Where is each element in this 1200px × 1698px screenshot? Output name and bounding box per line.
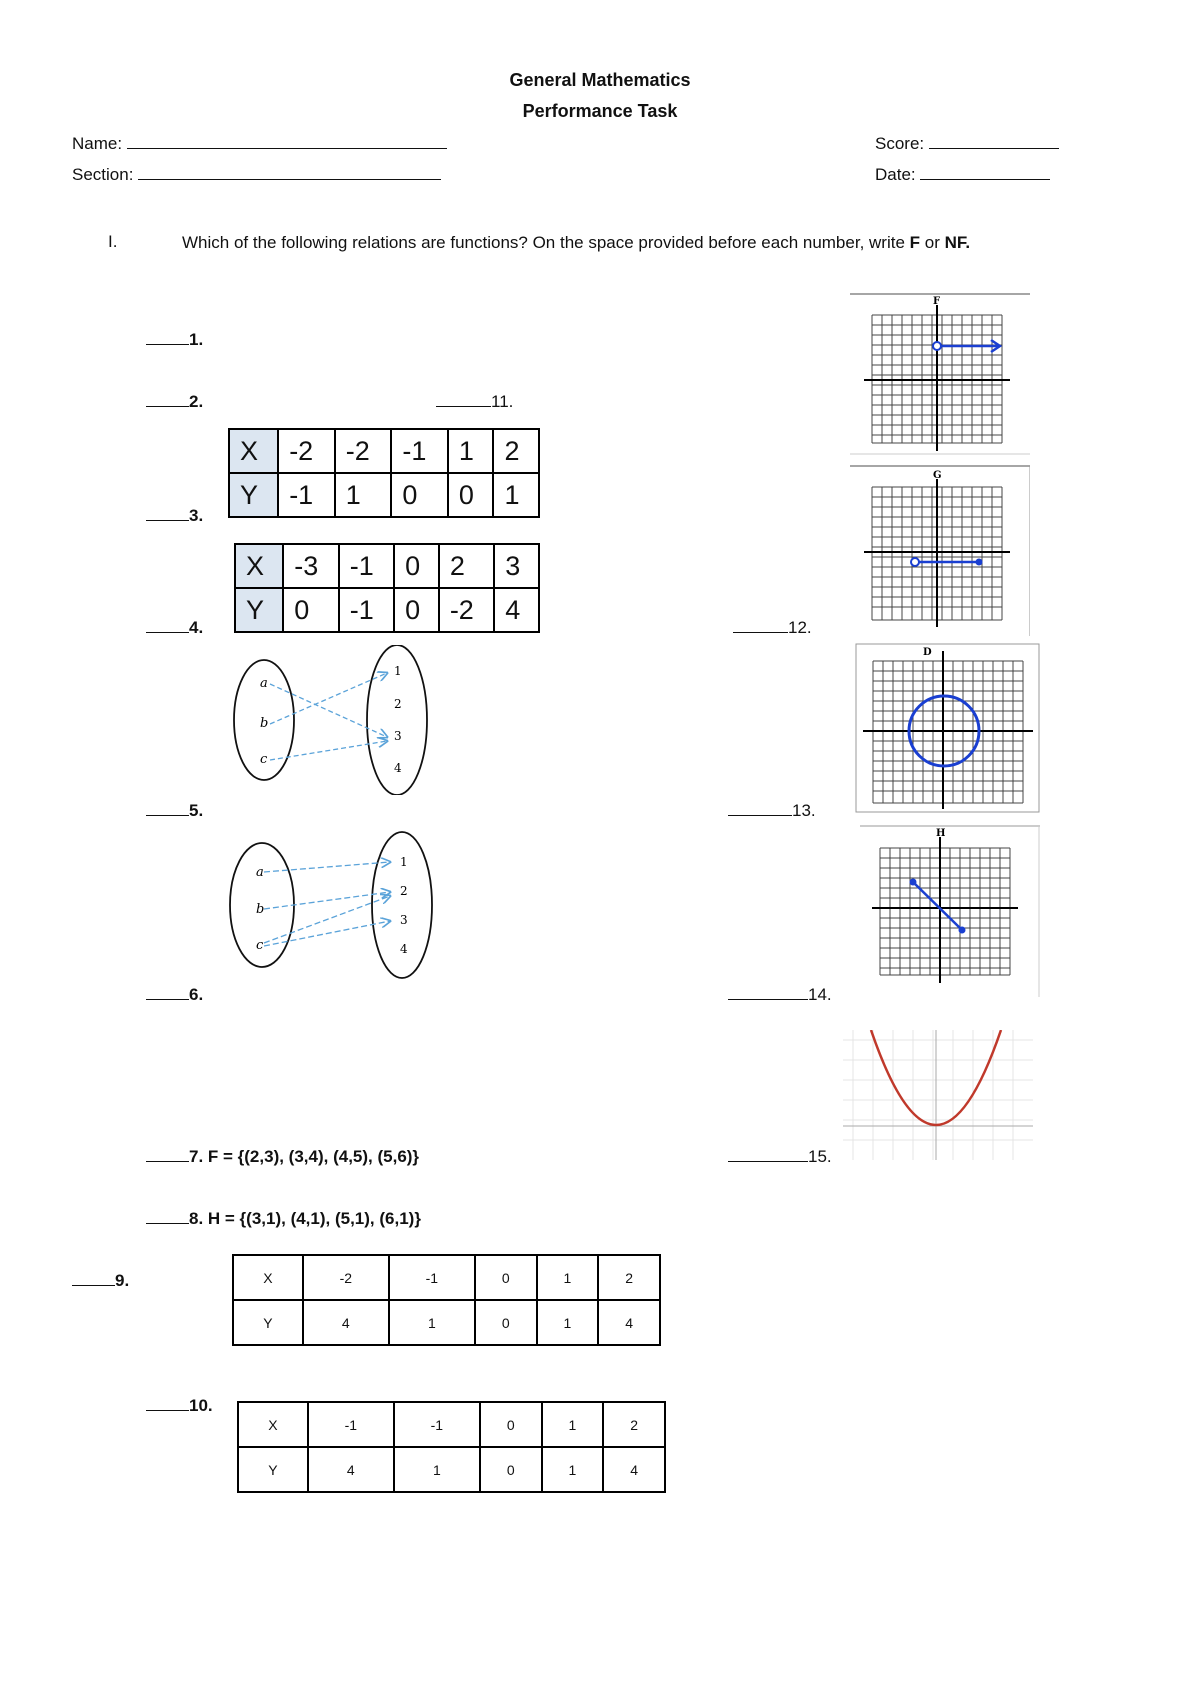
item-3: 3. bbox=[146, 503, 203, 526]
closed-endpoint bbox=[976, 559, 983, 566]
table-row: X -3 -1 0 2 3 bbox=[235, 544, 539, 588]
answer-blank-8[interactable] bbox=[146, 1206, 189, 1224]
section-row bbox=[72, 161, 441, 185]
table-item-2 bbox=[228, 428, 540, 518]
domain-a: a bbox=[260, 676, 268, 691]
domain-b: b bbox=[256, 902, 265, 917]
grid bbox=[880, 848, 1010, 975]
section-label: Section: bbox=[72, 165, 134, 184]
item-4: 4. bbox=[146, 615, 203, 638]
range-oval bbox=[372, 832, 432, 978]
open-endpoint bbox=[933, 342, 941, 350]
range-4: 4 bbox=[394, 761, 402, 775]
answer-blank-9[interactable] bbox=[72, 1268, 115, 1286]
answer-blank-5[interactable] bbox=[146, 798, 189, 816]
instruction-nf: NF bbox=[944, 233, 966, 252]
answer-blank-2[interactable] bbox=[146, 389, 189, 407]
graph-item-15 bbox=[843, 1030, 1033, 1162]
answer-blank-6[interactable] bbox=[146, 982, 189, 1000]
answer-blank-12[interactable] bbox=[733, 615, 788, 633]
instruction-or: or bbox=[920, 233, 945, 252]
item-13: 13. bbox=[728, 798, 816, 821]
range-1: 1 bbox=[400, 855, 408, 869]
section-field[interactable] bbox=[138, 161, 441, 180]
item-8: 8. H = {(3,1), (4,1), (5,1), (6,1)} bbox=[146, 1206, 421, 1229]
domain-c: c bbox=[260, 752, 268, 767]
instruction-f: F bbox=[909, 233, 921, 252]
graph-item-12 bbox=[850, 465, 1030, 637]
score-field[interactable] bbox=[929, 130, 1059, 149]
item-6: 6. bbox=[146, 982, 203, 1005]
closed-endpoint bbox=[959, 927, 966, 934]
domain-b: b bbox=[260, 716, 269, 731]
instruction-period: . bbox=[965, 233, 971, 252]
table-row: Y 4 1 0 1 4 bbox=[238, 1447, 665, 1492]
arrow-c-3 bbox=[264, 921, 390, 946]
item-9: 9. bbox=[72, 1268, 129, 1291]
graph-label: D bbox=[923, 647, 932, 658]
range-1: 1 bbox=[394, 664, 402, 678]
instruction-main: Which of the following relations are functions? On the space provided before each number, write bbox=[182, 233, 910, 252]
item-12: 12. bbox=[733, 615, 812, 638]
score-row bbox=[875, 130, 1059, 154]
graph-label: H bbox=[936, 828, 946, 839]
item-7: 7. F = {(2,3), (3,4), (4,5), (5,6)} bbox=[146, 1144, 419, 1167]
page-title: General Mathematics bbox=[509, 70, 691, 90]
domain-a: a bbox=[256, 865, 264, 880]
answer-blank-10[interactable] bbox=[146, 1393, 189, 1411]
score-label: Score: bbox=[875, 134, 925, 153]
open-endpoint bbox=[911, 558, 919, 566]
table-item-9 bbox=[232, 1254, 661, 1346]
table-row: Y 4 1 0 1 4 bbox=[233, 1300, 660, 1345]
grid bbox=[843, 1030, 1033, 1160]
answer-blank-14[interactable] bbox=[728, 982, 808, 1000]
range-3: 3 bbox=[400, 913, 408, 927]
range-4: 4 bbox=[400, 942, 408, 956]
mapping-diagram-5 bbox=[222, 830, 442, 980]
item-15: 15. bbox=[728, 1144, 832, 1167]
graph-item-11 bbox=[850, 293, 1030, 455]
item-2: 2. bbox=[146, 389, 203, 412]
domain-c: c bbox=[256, 938, 264, 953]
answer-blank-15[interactable] bbox=[728, 1144, 808, 1162]
table-row: Y 0 -1 0 -2 4 bbox=[235, 588, 539, 632]
arrow-b-2 bbox=[264, 892, 390, 909]
mapping-diagram-4 bbox=[222, 645, 442, 795]
range-2: 2 bbox=[394, 697, 402, 711]
answer-blank-3[interactable] bbox=[146, 503, 189, 521]
instruction-text bbox=[182, 228, 1130, 258]
table-item-3 bbox=[234, 543, 540, 633]
item-5: 5. bbox=[146, 798, 203, 821]
item-14: 14. bbox=[728, 982, 832, 1005]
item-1: 1. bbox=[146, 327, 203, 350]
graph-label: F bbox=[933, 296, 941, 307]
section-number: I. bbox=[108, 232, 118, 251]
page-subtitle: Performance Task bbox=[522, 101, 678, 121]
table-row: X -1 -1 0 1 2 bbox=[238, 1402, 665, 1447]
answer-blank-4[interactable] bbox=[146, 615, 189, 633]
date-label: Date: bbox=[875, 165, 916, 184]
table-row: X -2 -2 -1 1 2 bbox=[229, 429, 539, 473]
name-field[interactable] bbox=[127, 130, 447, 149]
arrow-c-2 bbox=[264, 896, 390, 943]
table-row: X -2 -1 0 1 2 bbox=[233, 1255, 660, 1300]
table-row: Y -1 1 0 0 1 bbox=[229, 473, 539, 517]
item-10: 10. bbox=[146, 1393, 213, 1416]
range-3: 3 bbox=[394, 729, 402, 743]
date-row bbox=[875, 161, 1050, 185]
name-label: Name: bbox=[72, 134, 123, 153]
answer-blank-1[interactable] bbox=[146, 327, 189, 345]
answer-blank-11[interactable] bbox=[436, 389, 491, 407]
answer-blank-7[interactable] bbox=[146, 1144, 189, 1162]
table-item-10 bbox=[237, 1401, 666, 1493]
graph-item-14 bbox=[860, 825, 1040, 997]
answer-blank-13[interactable] bbox=[728, 798, 792, 816]
arrow-a-1 bbox=[264, 862, 390, 872]
closed-endpoint bbox=[910, 879, 917, 886]
name-row bbox=[72, 130, 447, 154]
item-11: 11. bbox=[436, 389, 513, 412]
graph-item-13 bbox=[855, 643, 1040, 813]
date-field[interactable] bbox=[920, 161, 1050, 180]
range-2: 2 bbox=[400, 884, 408, 898]
graph-label: G bbox=[933, 470, 942, 481]
